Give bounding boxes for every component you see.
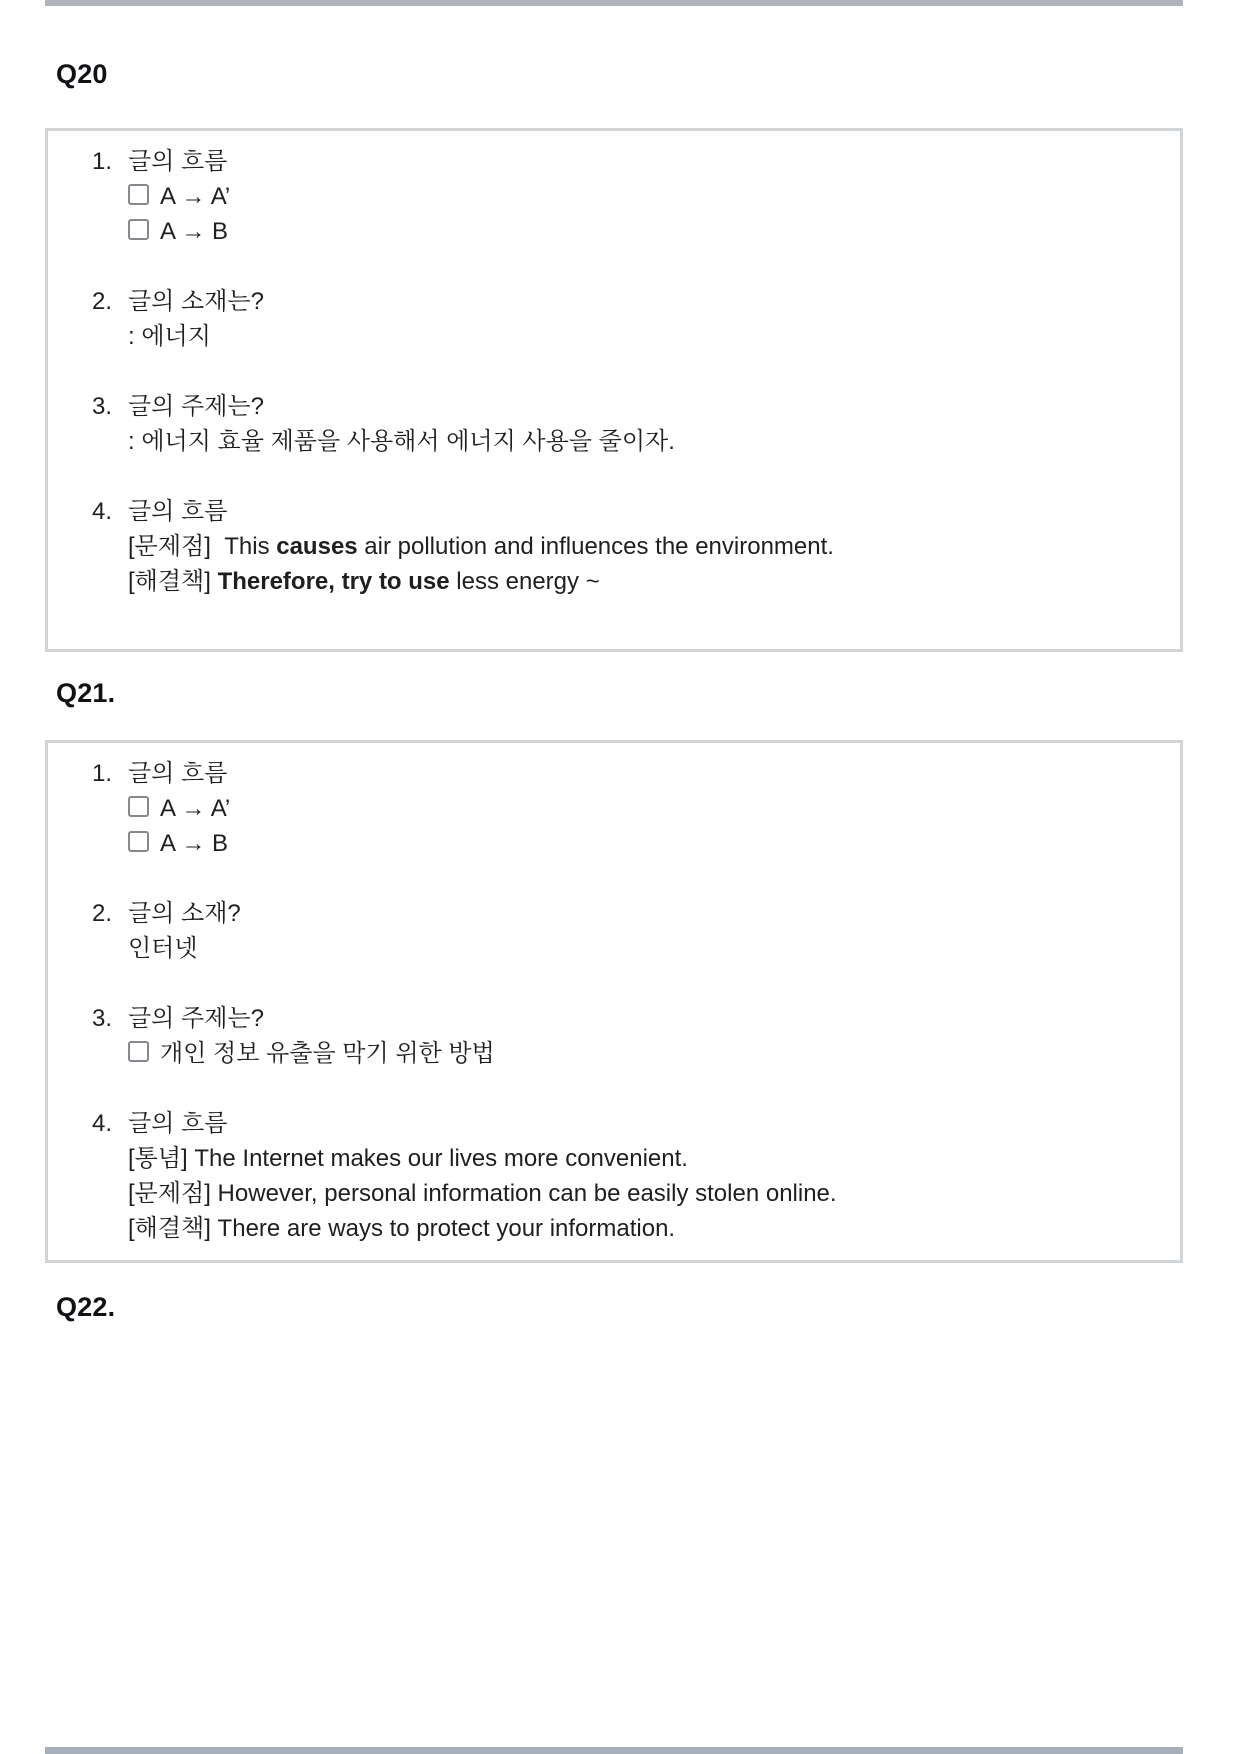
checkbox-label: A → B: [160, 830, 229, 857]
item-title: 글의 흐름: [128, 148, 228, 175]
item-number: 1.: [92, 760, 113, 787]
checkbox-icon[interactable]: [128, 219, 149, 240]
text-line: [문제점] However, personal information can be easily stolen online.: [128, 1180, 837, 1207]
bold-text-run: Therefore, try to use: [217, 568, 450, 595]
question-box-q20: [45, 128, 1183, 652]
list-item: [92, 1106, 1142, 1246]
item-title: 글의 주제는?: [128, 393, 264, 420]
previous-box-edge: [45, 0, 1183, 6]
list-item: [92, 756, 1142, 861]
text-line: : 에너지 효율 제품을 사용해서 에너지 사용을 줄이자.: [128, 428, 675, 455]
checkbox-label: 개인 정보 유출을 막기 위한 방법: [160, 1040, 495, 1067]
item-title: 글의 흐름: [128, 498, 228, 525]
checkbox-icon[interactable]: [128, 796, 149, 817]
text-line: : 에너지: [128, 323, 211, 350]
question-heading-q20: Q20: [56, 59, 108, 89]
item-title: 글의 흐름: [128, 1110, 228, 1137]
list-item: [92, 1001, 1142, 1071]
checkbox-line: [128, 791, 1142, 826]
item-number: 3.: [92, 393, 113, 420]
checkbox-line: [128, 826, 1142, 861]
checkbox-line: [128, 214, 1142, 249]
item-body: [128, 144, 1142, 249]
item-body: [128, 284, 1142, 354]
item-number: 4.: [92, 1110, 113, 1137]
checkbox-line: [128, 179, 1142, 214]
flow-line: [128, 529, 1142, 564]
list-item: [92, 144, 1142, 249]
item-number: 2.: [92, 900, 113, 927]
item-title: 글의 소재는?: [128, 288, 264, 315]
text-run: [문제점] This: [128, 533, 277, 560]
text-run: less energy ~: [449, 568, 600, 595]
checkbox-icon[interactable]: [128, 184, 149, 205]
text-line: [해결책] There are ways to protect your information.: [128, 1215, 676, 1242]
checkbox-line: [128, 1036, 1142, 1071]
checkbox-label: A → A’: [160, 795, 231, 822]
list-item: [92, 494, 1142, 599]
text-line: 인터넷: [128, 935, 198, 962]
item-body: [128, 896, 1142, 966]
item-body: [128, 756, 1142, 861]
question-heading-q22: Q22.: [56, 1292, 116, 1322]
text-run: air pollution and influences the environment.: [357, 533, 834, 560]
checkbox-label: A → B: [160, 218, 229, 245]
item-number: 3.: [92, 1005, 113, 1032]
next-box-edge: [45, 1747, 1183, 1754]
item-body: [128, 1001, 1142, 1071]
item-body: [128, 389, 1142, 459]
checkbox-label: A → A’: [160, 183, 231, 210]
item-body: [128, 1106, 1142, 1246]
question-box-q21: [45, 740, 1183, 1263]
item-number: 1.: [92, 148, 113, 175]
checkbox-icon[interactable]: [128, 831, 149, 852]
text-line: [통념] The Internet makes our lives more convenient.: [128, 1145, 688, 1172]
item-title: 글의 흐름: [128, 760, 228, 787]
checkbox-icon[interactable]: [128, 1041, 149, 1062]
item-number: 2.: [92, 288, 113, 315]
item-title: 글의 주제는?: [128, 1005, 264, 1032]
flow-line: [128, 564, 1142, 599]
list-item: [92, 284, 1142, 354]
item-body: [128, 494, 1142, 599]
question-heading-q21: Q21.: [56, 678, 116, 708]
list-item: [92, 896, 1142, 966]
list-item: [92, 389, 1142, 459]
item-title: 글의 소재?: [128, 900, 241, 927]
item-number: 4.: [92, 498, 113, 525]
text-run: [해결책]: [128, 568, 218, 595]
bold-text-run: causes: [276, 533, 358, 560]
